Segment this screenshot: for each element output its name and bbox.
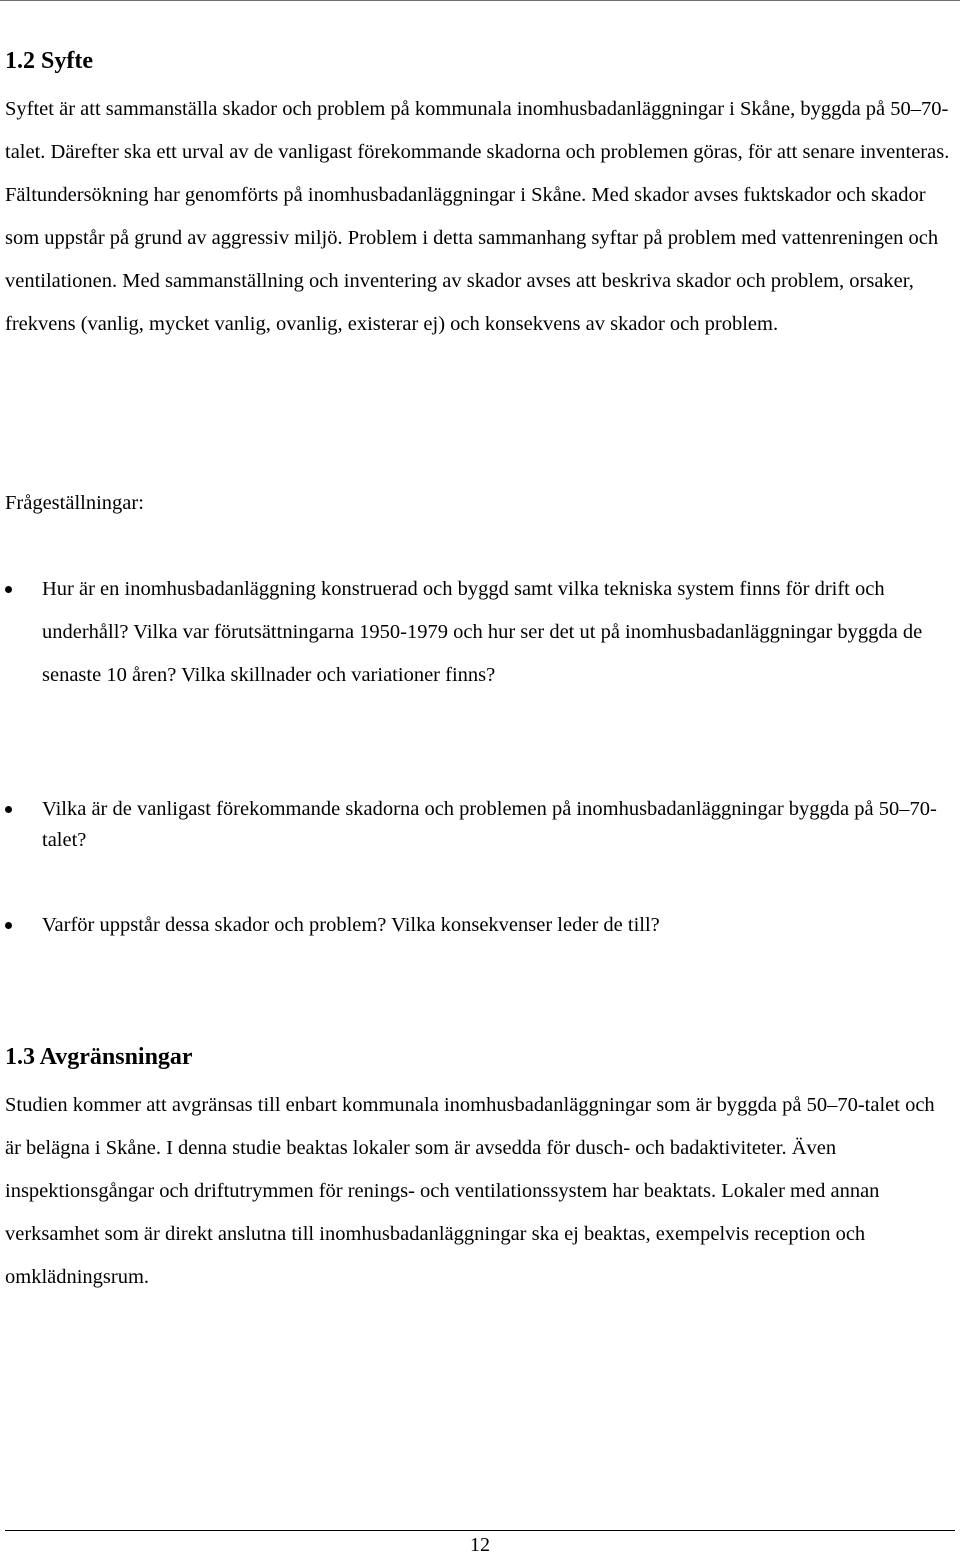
avgransningar-paragraph: Studien kommer att avgränsas till enbart kommunala inomhusbadanläggningar som är byggda på 50–70-talet och är belägna i Skåne. I denna studie beaktas lokaler som är avsedda för dusch- och badaktiviteter. Även inspektionsgångar och driftutrymmen för renings- och ventilationssystem har beaktats. Lokaler med annan verksamhet som är direkt anslutna till inomhusbadanläggningar ska ej beaktas, exempelvis reception och omklädningsrum. [5, 1094, 935, 1288]
bullet-icon [5, 922, 12, 929]
list-item [5, 794, 960, 856]
bullet-icon [5, 806, 12, 813]
list-item-text: Vilka är de vanligast förekommande skadorna och problemen på inomhusbadanläggningar byggda på 50–70-talet? [42, 798, 937, 851]
list-item [5, 910, 960, 941]
bullet-icon [5, 586, 12, 593]
questions-label: Frågeställningar: [5, 492, 144, 514]
page-number: 12 [470, 1534, 490, 1556]
syfte-paragraph: Syftet är att sammanställa skador och problem på kommunala inomhusbadanläggningar i Skåne, byggda på 50–70-talet. Därefter ska ett urval av de vanligast förekommande skadorna och problemen göras, för att senare inventeras. Fältundersökning har genomförts på inomhusbadanläggningar i Skåne. Med skador avses fuktskador och skador som uppstår på grund av aggressiv miljö. Problem i detta sammanhang syftar på problem med vattenreningen och ventilationen. Med sammanställning och inventering av skador avses att beskriva skador och problem, orsaker, frekvens (vanlig, mycket vanlig, ovanlig, existerar ej) och konsekvens av skador och problem. [5, 98, 950, 335]
footer-rule [5, 1530, 955, 1531]
section-heading-avgransningar: 1.3 Avgränsningar [5, 1044, 193, 1070]
list-item [5, 568, 960, 697]
list-item-text: Hur är en inomhusbadanläggning konstruerad och byggd samt vilka tekniska system finns för drift och underhåll? Vilka var förutsättningarna 1950-1979 och hur ser det ut på inomhusbadanläggningar byggda de senaste 10 åren? Vilka skillnader och variationer finns? [42, 578, 923, 686]
top-rule [0, 0, 960, 1]
list-item-text: Varför uppstår dessa skador och problem? Vilka konsekvenser leder de till? [42, 914, 660, 936]
section-heading-syfte: 1.2 Syfte [5, 48, 93, 74]
